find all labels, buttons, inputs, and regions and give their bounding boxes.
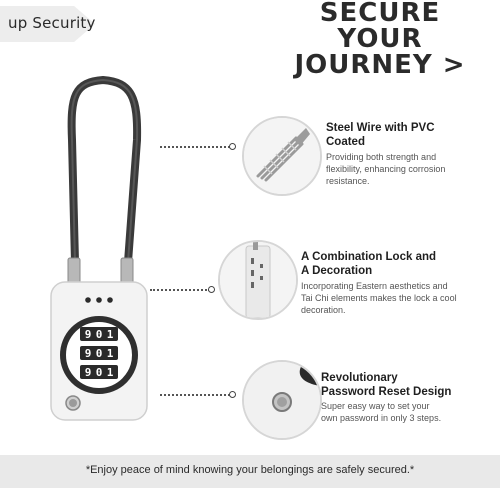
- feature-image-steel-wire: [242, 116, 322, 196]
- dial-digit: 1: [106, 347, 114, 360]
- feature-image-combination-lock: [218, 240, 298, 320]
- leader-line: [150, 289, 210, 291]
- feature-2-title: A Combination Lock and A Decoration: [301, 251, 437, 277]
- leader-dot: [229, 143, 236, 150]
- leader-line: [160, 146, 230, 148]
- feature-3-title: Revolutionary Password Reset Design: [321, 372, 452, 398]
- leader-dot: [229, 391, 236, 398]
- dial-digit: 0: [95, 328, 103, 341]
- steel-cable: [72, 80, 137, 262]
- leader-line: [160, 394, 230, 396]
- footer-banner: [0, 455, 500, 488]
- dial-digit: 9: [84, 328, 92, 341]
- lock-side-icon: [220, 242, 296, 318]
- footer-text: *Enjoy peace of mind knowing your belongings are safely secured.*: [85, 464, 415, 476]
- headline-line-3: JOURNEY >: [294, 50, 466, 80]
- feature-1-title: Steel Wire with PVC Coated: [326, 122, 435, 148]
- leader-dot: [208, 286, 215, 293]
- brand-name: up Security: [8, 14, 96, 32]
- headline-line-2: YOUR: [337, 24, 423, 54]
- dial-digit: 9: [84, 366, 92, 379]
- arrow-icon: >: [442, 50, 466, 80]
- headline-line-1: SECURE: [319, 0, 441, 28]
- feature-2-description: Incorporating Eastern aesthetics and Tai Chi elements makes the lock a cool decoration.: [301, 281, 457, 315]
- dial-digit: 1: [106, 328, 114, 341]
- dial-digit: 9: [84, 347, 92, 360]
- steel-wire-icon: [244, 118, 320, 194]
- reset-closeup-icon: [244, 362, 320, 438]
- feature-3-description: Super easy way to set your own password in only 3 steps.: [321, 401, 442, 423]
- feature-1-description: Providing both strength and flexibility, enhancing corrosion resistance.: [326, 152, 446, 186]
- feature-image-reset-button: [242, 360, 322, 440]
- dial-digit: 0: [95, 347, 103, 360]
- dial-digit: 1: [106, 366, 114, 379]
- dial-digit: 0: [95, 366, 103, 379]
